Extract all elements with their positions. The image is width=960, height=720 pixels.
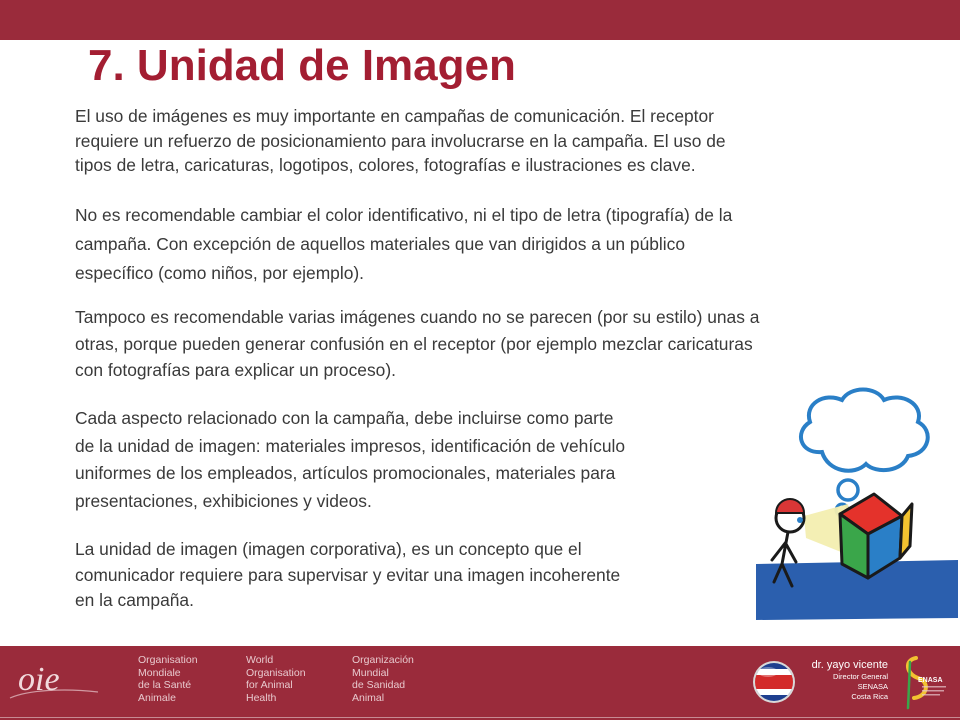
org-name-spanish (352, 654, 414, 704)
text-line: No es recomendable cambiar el color identificativo, ni el tipo de letra (tipografía) de la (75, 205, 733, 225)
org-name-line: Animal (352, 691, 385, 704)
text-line: Tampoco es recomendable varias imágenes cuando no se parecen (por su estilo) unas a (75, 307, 760, 327)
org-name-line: Mundial (352, 666, 389, 679)
costa-rica-flag-badge (752, 660, 796, 704)
paragraph-3 (75, 304, 759, 384)
text-line: comunicador requiere para supervisar y evitar una imagen incoherente (75, 564, 621, 585)
text-line: con fotografías para explicar un proceso). (75, 360, 396, 380)
org-name-line: World (246, 654, 274, 666)
org-name-line: for Animal (246, 679, 293, 692)
author-credit (812, 658, 888, 702)
paragraph-1 (75, 104, 726, 178)
footer-bar (0, 646, 960, 720)
text-line: uniformes de los empleados, artículos promocionales, materiales para (75, 463, 616, 483)
oie-logo-text: oie (18, 661, 60, 698)
author-country: Costa Rica (851, 692, 888, 701)
org-name-line: Health (246, 691, 277, 704)
author-role: Director General (832, 672, 888, 681)
thought-bubble-illustration (752, 382, 960, 622)
text-line: de la unidad de imagen: materiales impresos, identificación de vehículo (75, 435, 626, 456)
paragraph-4 (75, 405, 625, 515)
text-line: en la campaña. (75, 590, 194, 610)
text-line: La unidad de imagen (imagen corporativa), es un concepto que el (75, 539, 582, 559)
oie-logo (4, 650, 104, 706)
org-name-line: Organización (352, 654, 414, 666)
text-line: requiere un refuerzo de posicionamiento para involucrarse en la campaña. El uso de (75, 130, 726, 151)
senasa-logo-text: ENASA (918, 677, 943, 684)
org-name-line: Organisation (138, 654, 198, 666)
text-line: campaña. Con excepción de aquellos materiales que van dirigidos a un público (75, 234, 686, 254)
text-line: Cada aspecto relacionado con la campaña, debe incluirse como parte (75, 408, 614, 428)
paragraph-2 (75, 201, 732, 288)
org-name-english (246, 654, 306, 704)
text-line: tipos de letra, caricaturas, logotipos, colores, fotografías e ilustraciones es clave. (75, 155, 696, 175)
org-name-line: Animale (138, 691, 176, 704)
org-name-line: de Sanidad (352, 679, 406, 692)
org-name-french (138, 654, 198, 704)
author-org: SENASA (857, 682, 888, 691)
org-name-line: de la Santé (138, 679, 192, 692)
footer-divider (0, 717, 960, 718)
paragraph-5 (75, 537, 620, 614)
slide-title: 7. Unidad de Imagen (88, 41, 516, 90)
text-line: específico (como niños, por ejemplo). (75, 263, 365, 283)
author-name: dr. yayo vicente (811, 659, 888, 671)
text-line: El uso de imágenes es muy importante en campañas de comunicación. El receptor (75, 106, 714, 126)
text-line: otras, porque pueden generar confusión en el receptor (por ejemplo mezclar caricaturas (75, 333, 753, 354)
senasa-logo (896, 652, 952, 712)
org-name-line: Organisation (246, 666, 306, 679)
org-name-line: Mondiale (138, 666, 181, 679)
top-banner (0, 0, 960, 40)
text-line: presentaciones, exhibiciones y videos. (75, 490, 372, 511)
